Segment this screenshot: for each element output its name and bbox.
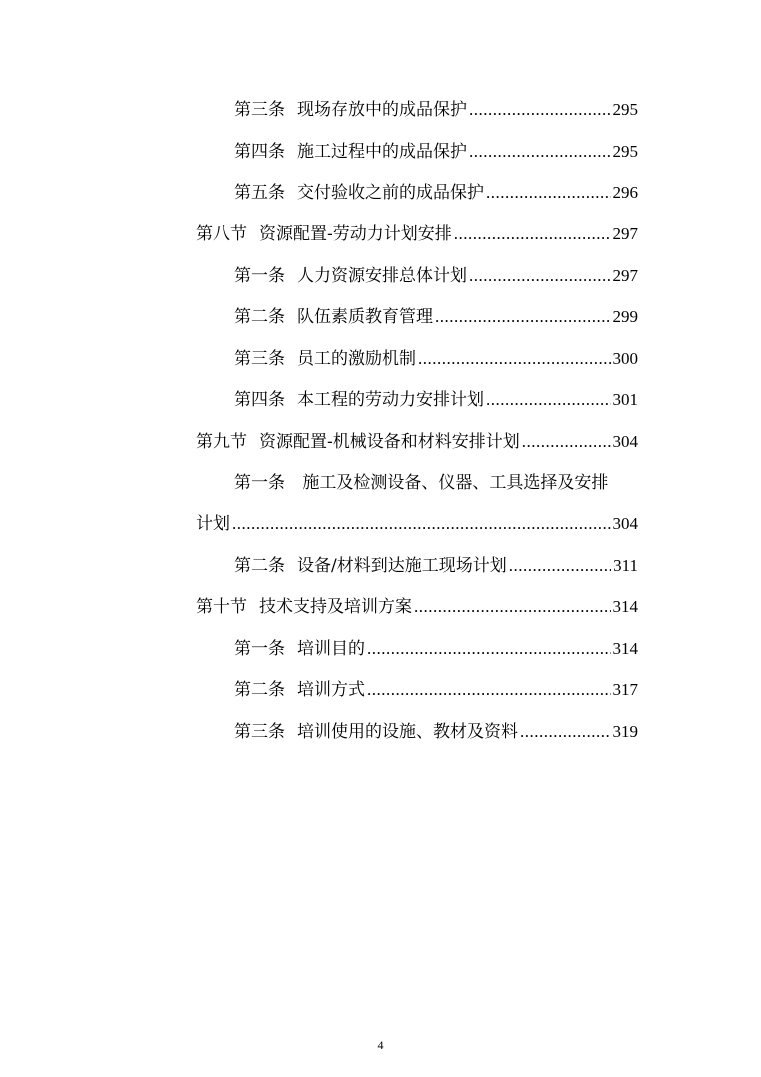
toc-entry[interactable] xyxy=(234,345,638,373)
toc-entry[interactable] xyxy=(234,635,638,663)
toc-entry-title: 本工程的劳动力安排计划 xyxy=(297,390,484,410)
toc-entry-number: 第八节 xyxy=(196,224,247,244)
toc-entry-title: 资源配置-劳动力计划安排 xyxy=(259,224,452,244)
toc-entry-number: 第三条 xyxy=(234,100,285,120)
toc-entry-number: 第一条 xyxy=(234,266,285,286)
dot-leader xyxy=(367,635,611,663)
toc-entry-number: 第二条 xyxy=(234,556,285,576)
toc-entry-title: 现场存放中的成品保护 xyxy=(297,100,467,120)
toc-entry[interactable] xyxy=(234,138,638,166)
toc-entry-title: 技术支持及培训方案 xyxy=(259,597,412,617)
dot-leader xyxy=(435,303,611,331)
toc-entry-page: 304 xyxy=(612,514,638,533)
toc-entry-title: 人力资源安排总体计划 xyxy=(297,266,467,286)
dot-leader xyxy=(520,718,611,746)
dot-leader xyxy=(232,510,611,538)
toc-entry-title: 队伍素质教育管理 xyxy=(297,307,433,327)
toc-entry-page: 297 xyxy=(612,224,638,243)
toc-entry-wrapped[interactable] xyxy=(234,469,608,497)
toc-section-entry[interactable] xyxy=(196,428,638,456)
toc-entry-page: 314 xyxy=(612,597,638,616)
toc-entry-number: 第三条 xyxy=(234,349,285,369)
toc-entry[interactable] xyxy=(234,718,638,746)
dot-leader xyxy=(469,138,611,166)
dot-leader xyxy=(367,676,611,704)
toc-entry-page: 300 xyxy=(612,349,638,368)
toc-entry[interactable] xyxy=(234,179,638,207)
toc-entry[interactable] xyxy=(234,303,638,331)
toc-entry-page: 311 xyxy=(613,556,638,575)
toc-section-entry[interactable] xyxy=(196,593,638,621)
toc-entry-page: 317 xyxy=(612,680,638,699)
toc-entry-number: 第一条 xyxy=(234,473,285,493)
toc-entry-title: 交付验收之前的成品保护 xyxy=(297,183,484,203)
toc-entry-page: 295 xyxy=(612,142,638,161)
toc-entry-title: 设备/材料到达施工现场计划 xyxy=(297,556,507,576)
dot-leader xyxy=(522,428,611,456)
toc-entry-title-continuation: 计划 xyxy=(196,514,230,534)
toc-entry-page: 319 xyxy=(612,722,638,741)
dot-leader xyxy=(486,386,611,414)
toc-entry-title: 培训方式 xyxy=(297,680,365,700)
dot-leader xyxy=(469,262,611,290)
toc-entry-page: 296 xyxy=(612,183,638,202)
toc-entry-number: 第三条 xyxy=(234,722,285,742)
toc-entry[interactable] xyxy=(234,676,638,704)
dot-leader xyxy=(414,593,611,621)
dot-leader xyxy=(509,552,611,580)
toc-entry-page: 297 xyxy=(612,266,638,285)
toc-entry-number: 第四条 xyxy=(234,390,285,410)
toc-entry[interactable] xyxy=(234,96,638,124)
toc-entry[interactable] xyxy=(234,262,638,290)
toc-entry-number: 第二条 xyxy=(234,307,285,327)
toc-entry-number: 第九节 xyxy=(196,432,247,452)
toc-entry[interactable] xyxy=(234,386,638,414)
dot-leader xyxy=(454,220,611,248)
toc-entry-page: 314 xyxy=(612,639,638,658)
toc-entry-title: 培训目的 xyxy=(297,639,365,659)
dot-leader xyxy=(418,345,611,373)
toc-entry-title: 培训使用的设施、教材及资料 xyxy=(297,722,518,742)
toc-entry-continuation[interactable] xyxy=(196,510,638,538)
toc-entry-page: 304 xyxy=(612,432,638,451)
toc-entry-number: 第一条 xyxy=(234,639,285,659)
toc-entry-title: 员工的激励机制 xyxy=(297,349,416,369)
toc-entry-number: 第五条 xyxy=(234,183,285,203)
toc-entry-title: 施工及检测设备、仪器、工具选择及安排 xyxy=(302,473,609,493)
toc-entry-number: 第十节 xyxy=(196,597,247,617)
dot-leader xyxy=(486,179,611,207)
toc-entry-number: 第二条 xyxy=(234,680,285,700)
toc-entry-page: 301 xyxy=(612,390,638,409)
toc-entry-page: 299 xyxy=(612,307,638,326)
toc-entry-title: 资源配置-机械设备和材料安排计划 xyxy=(259,432,520,452)
toc-entry-page: 295 xyxy=(612,100,638,119)
toc-entry-title: 施工过程中的成品保护 xyxy=(297,142,467,162)
dot-leader xyxy=(469,96,611,124)
toc-section-entry[interactable] xyxy=(196,220,638,248)
toc-entry-number: 第四条 xyxy=(234,142,285,162)
toc-entry[interactable] xyxy=(234,552,638,580)
page-number: 4 xyxy=(377,1038,384,1052)
